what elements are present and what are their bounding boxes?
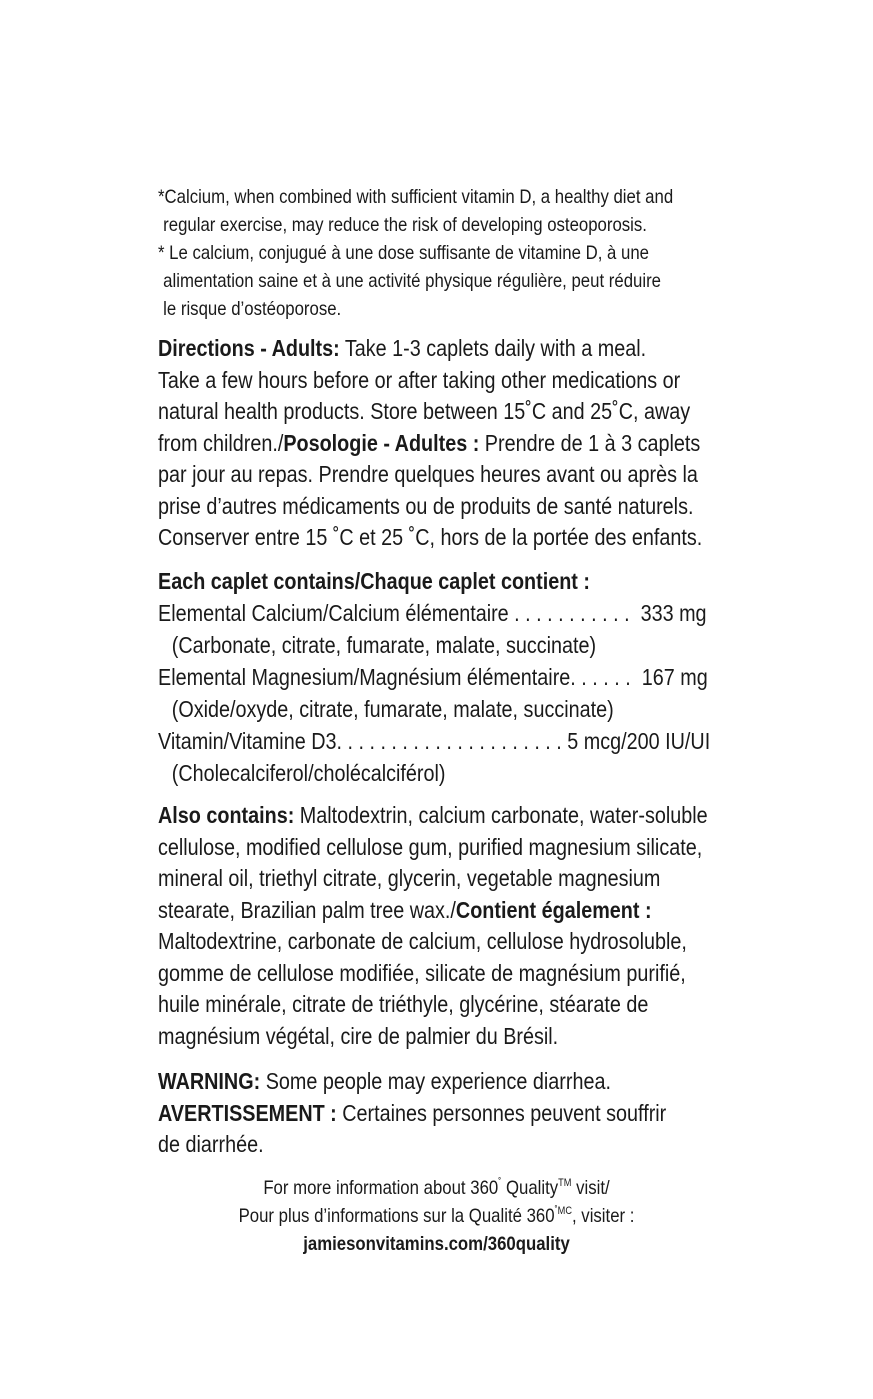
also-line-4-start: stearate, Brazilian palm tree wax./ [158,896,456,923]
ingredient-source: (Cholecalciferol/cholécalciférol) [171,760,446,786]
directions-fr-heading: Posologie - Adultes : [283,429,480,456]
footnote-en-line-1: *Calcium, when combined with sufficient vitamin D, a healthy diet and [158,186,674,208]
also-line-2: cellulose, modified cellulose gum, purified magnesium silicate, [158,833,703,860]
info-en-line [61,1174,812,1202]
warning-en-text: Some people may experience diarrhea. [260,1068,611,1094]
directions-line-1-text: Take 1-3 caplets daily with a meal. [339,335,647,361]
ingredient-source: (Oxide/oxyde, citrate, fumarate, malate, succinate) [171,696,614,722]
warning-fr-text: Certaines personnes peuvent souffrir [336,1099,667,1126]
warning-fr-line [158,1098,666,1130]
ingredient-name: Vitamin/Vitamine D3. . . . . . . . . . . . . . . . . . . . . [158,728,562,754]
ingredients-section [158,565,834,789]
directions-line-1 [158,333,702,365]
ingredient-amount: 5 mcg/200 IU/UI [567,728,711,754]
also-line-3: mineral oil, triethyl citrate, glycerin, vegetable magnesium [158,865,661,891]
directions-line-4 [158,428,702,460]
directions-line-2: Take a few hours before or after taking other medications or [158,366,681,393]
ingredient-amount: 167 mg [641,664,708,690]
ingredient-amount: 333 mg [640,600,707,626]
also-fr-heading: Contient également : [455,896,652,923]
directions-line-4-text: Prendre de 1 à 3 caplets [479,429,701,456]
warning-en-heading: WARNING: [158,1068,261,1094]
warning-fr-heading: AVERTISSEMENT : [158,1099,337,1126]
ingredient-row-magnesium [158,661,739,693]
footnote-fr-line-2: alimentation saine et à une activité physique régulière, peut réduire [163,270,661,292]
warning-fr-line-2: de diarrhée. [158,1131,264,1157]
also-line-1 [158,800,708,832]
info-fr-line [61,1202,812,1230]
info-en-text-b: Quality [501,1177,559,1199]
directions-line-6: prise d’autres médicaments ou de produits de santé naturels. [158,492,694,519]
also-line-6: gomme de cellulose modifiée, silicate de magnésium purifié, [158,959,686,986]
directions-en-heading: Directions - Adults: [158,335,340,361]
warning-section [158,1066,749,1161]
also-line-4 [158,895,708,927]
also-line-8: magnésium végétal, cire de palmier du Brésil. [158,1022,559,1049]
ingredient-row-calcium [158,597,739,629]
trademark-mark: TM [558,1176,572,1189]
directions-line-3: natural health products. Store between 15˚C and 25˚C, away [158,398,691,424]
info-url-link[interactable]: jamiesonvitamins.com/360quality [303,1233,570,1255]
info-en-text-a: For more information about 360 [263,1177,499,1199]
ingredient-row-vitamin-d3 [158,725,739,757]
ingredient-name: Elemental Magnesium/Magnésium élémentaire. . . . . . [158,664,631,690]
quality-info-footer [0,1174,873,1258]
also-line-7: huile minérale, citrate de triéthyle, glycérine, stéarate de [158,991,649,1017]
marque-de-commerce-mark: ˚MC [554,1204,572,1217]
also-en-heading: Also contains: [158,802,295,828]
footnote-fr-line-1: * Le calcium, conjugué à une dose suffisante de vitamine D, à une [158,242,649,264]
ingredients-heading: Each caplet contains/Chaque caplet contient : [158,568,590,594]
footnote-fr-line-3: le risque d’ostéoporose. [163,298,342,320]
footnote-en-line-2: regular exercise, may reduce the risk of developing osteoporosis. [163,214,647,236]
info-degree-mark: ˚ [498,1176,502,1189]
info-fr-text-a: Pour plus d’informations sur la Qualité 360 [238,1205,555,1227]
directions-line-4-start: from children./ [158,429,284,456]
warning-en-line [158,1066,666,1098]
also-line-5: Maltodextrine, carbonate de calcium, cellulose hydrosoluble, [158,928,687,954]
directions-section [158,333,791,554]
directions-line-7: Conserver entre 15 ˚C et 25 ˚C, hors de la portée des enfants. [158,524,703,550]
also-contains-section [158,800,797,1052]
ingredient-name: Elemental Calcium/Calcium élémentaire . . . . . . . . . . . [158,600,630,626]
info-fr-text-b: , visiter : [571,1205,635,1227]
ingredient-source: (Carbonate, citrate, fumarate, malate, succinate) [171,632,597,658]
osteoporosis-footnote [158,183,757,323]
info-en-text-c: visit/ [571,1177,610,1199]
directions-line-5: par jour au repas. Prendre quelques heures avant ou après la [158,461,698,487]
also-line-1-text: Maltodextrin, calcium carbonate, water-soluble [294,802,708,828]
